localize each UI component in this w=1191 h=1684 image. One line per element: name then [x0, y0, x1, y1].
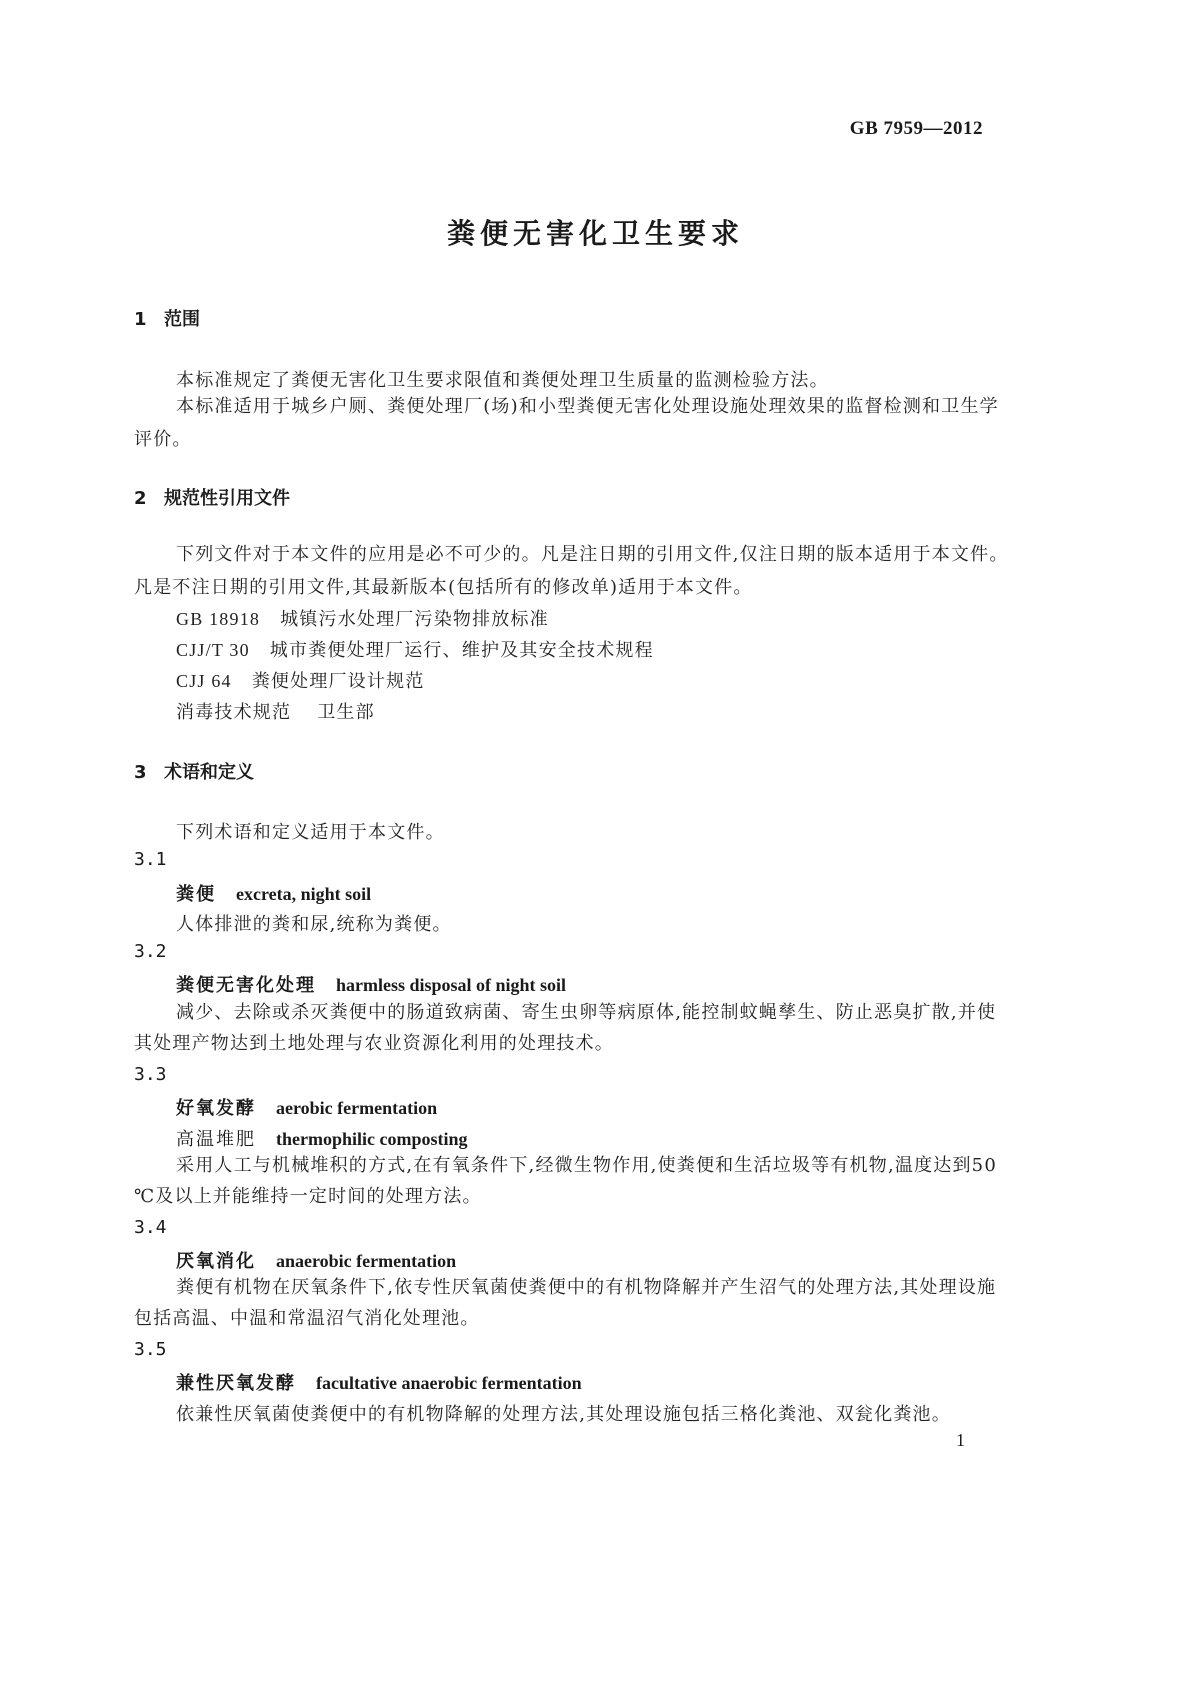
- synonym-en: thermophilic composting: [276, 1129, 468, 1149]
- clause-number: 3.4: [134, 1217, 167, 1238]
- clause-number: 3.3: [134, 1064, 167, 1085]
- term-synonym: [176, 1125, 468, 1151]
- term-zh: 粪便无害化处理: [176, 975, 316, 996]
- term-heading: [176, 1094, 437, 1120]
- term-definition: 采用人工与机械堆积的方式,在有氧条件下,经微生物作用,使粪便和生活垃圾等有机物,温度达到50 ℃及以上并能维持一定时间的处理方法。: [134, 1155, 997, 1207]
- reference-code: 消毒技术规范: [176, 702, 292, 722]
- term-definition: 依兼性厌氧菌使粪便中的有机物降解的处理方法,其处理设施包括三格化粪池、双瓮化粪池。: [176, 1404, 951, 1425]
- term-definition: 减少、去除或杀灭粪便中的肠道致病菌、寄生虫卵等病原体,能控制蚊蝇孳生、防止恶臭扩散,并使其处理产物达到土地处理与农业资源化利用的处理技术。: [134, 1002, 997, 1054]
- term-heading: [176, 1369, 582, 1395]
- page-number: 1: [956, 1430, 965, 1450]
- section-title: 规范性引用文件: [164, 488, 290, 509]
- reference-item: [176, 667, 425, 693]
- term-en: facultative anaerobic fermentation: [316, 1373, 582, 1393]
- reference-title: 粪便处理厂设计规范: [251, 671, 425, 692]
- clause-number: 3.1: [134, 849, 167, 870]
- term-heading: [176, 880, 371, 906]
- document-title: 粪便无害化卫生要求: [446, 217, 744, 250]
- section-1-heading: [134, 305, 200, 331]
- term-definition: 人体排泄的粪和尿,统称为粪便。: [176, 914, 452, 935]
- paragraph: 本标准适用于城乡户厕、粪便处理厂(场)和小型粪便无害化处理设施处理效果的监督检测和卫生学评价。: [134, 396, 999, 450]
- reference-item: [176, 698, 375, 724]
- paragraph: 下列文件对于本文件的应用是必不可少的。凡是注日期的引用文件,仅注日期的版本适用于本文件。凡是不注日期的引用文件,其最新版本(包括所有的修改单)适用于本文件。: [134, 544, 1009, 598]
- clause-number: 3.2: [134, 941, 167, 962]
- term-en: harmless disposal of night soil: [336, 975, 567, 995]
- term-definition: 粪便有机物在厌氧条件下,依专性厌氧菌使粪便中的有机物降解并产生沼气的处理方法,其处理设施包括高温、中温和常温沼气消化处理池。: [134, 1277, 997, 1329]
- reference-code: CJJ 64: [176, 671, 232, 691]
- term-heading: [176, 971, 566, 997]
- reference-title: 卫生部: [317, 702, 375, 723]
- term-en: excreta, night soil: [236, 884, 372, 904]
- term-heading: [176, 1247, 456, 1273]
- term-zh: 好氧发酵: [176, 1098, 256, 1119]
- synonym-zh: 高温堆肥: [176, 1129, 256, 1150]
- standard-code: GB 7959—2012: [849, 118, 983, 139]
- reference-item: [176, 605, 549, 631]
- reference-code: GB 18918: [176, 609, 261, 629]
- section-title: 范围: [164, 309, 200, 330]
- section-2-heading: [134, 484, 290, 510]
- reference-item: [176, 636, 654, 662]
- section-number: 1: [134, 309, 147, 330]
- section-number: 3: [134, 762, 147, 783]
- clause-number: 3.5: [134, 1339, 167, 1360]
- reference-title: 城镇污水处理厂污染物排放标准: [280, 609, 549, 630]
- term-zh: 粪便: [176, 884, 216, 905]
- paragraph: 下列术语和定义适用于本文件。: [176, 822, 445, 843]
- term-zh: 兼性厌氧发酵: [176, 1373, 296, 1394]
- section-title: 术语和定义: [164, 762, 254, 783]
- term-en: anaerobic fermentation: [276, 1251, 457, 1271]
- reference-title: 城市粪便处理厂运行、维护及其安全技术规程: [269, 640, 654, 661]
- term-zh: 厌氧消化: [176, 1251, 256, 1272]
- term-en: aerobic fermentation: [276, 1098, 438, 1118]
- section-3-heading: [134, 758, 254, 784]
- reference-code: CJJ/T 30: [176, 640, 250, 660]
- section-number: 2: [134, 488, 147, 509]
- paragraph: 本标准规定了粪便无害化卫生要求限值和粪便处理卫生质量的监测检验方法。: [176, 370, 829, 391]
